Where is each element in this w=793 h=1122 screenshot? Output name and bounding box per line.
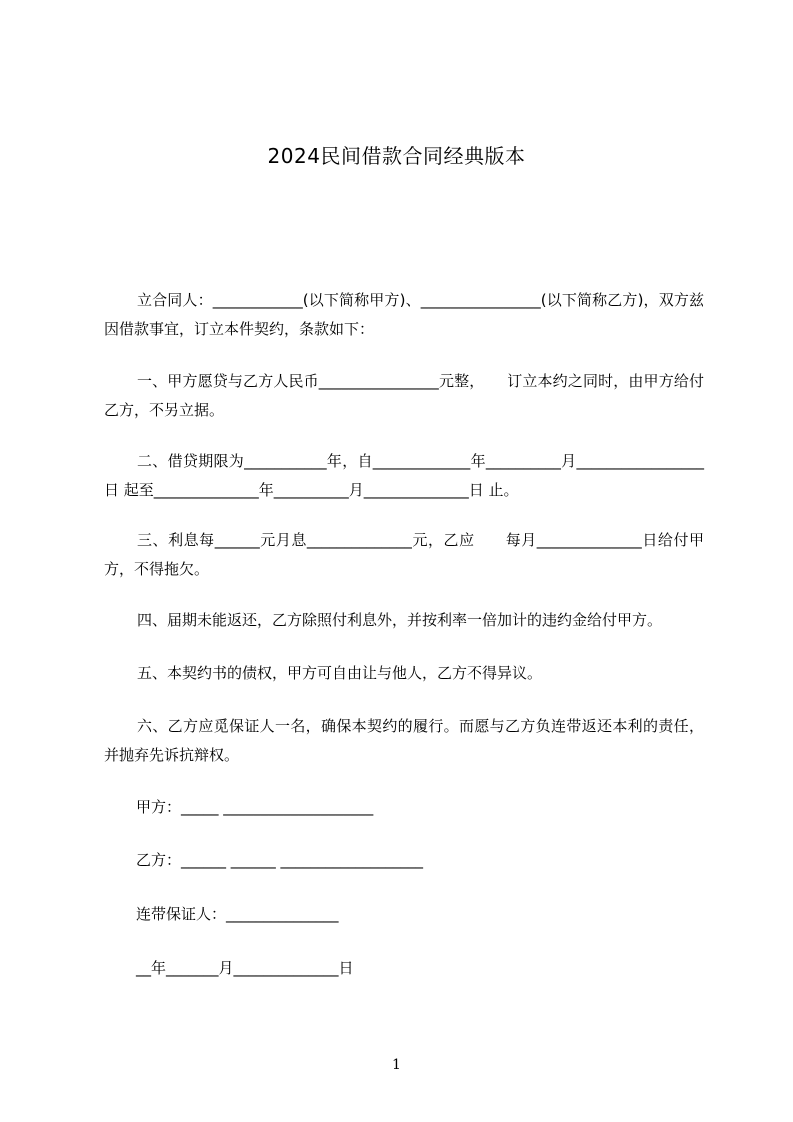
parties-intro: 立合同人：____________(以下简称甲方)、________________(以下简称乙方)，双方兹因借款事宜，订立本件契约，条款如下：	[104, 291, 704, 338]
clause-3: 三、利息每______元月息______________元，乙应 每月______________日给付甲方，不得拖欠。	[104, 531, 704, 578]
signature-party-a: 甲方：_____ ____________________	[136, 798, 374, 816]
document-title: 2024民间借款合同经典版本	[267, 144, 526, 168]
signature-guarantor: 连带保证人：_______________	[136, 905, 339, 923]
clause-6: 六、乙方应觅保证人一名，确保本契约的履行。而愿与乙方负连带返还本利的责任，并抛弃先诉抗辩权。	[104, 717, 704, 764]
clause-1: 一、甲方愿贷与乙方人民币________________元整， 订立本约之同时，由甲方给付乙方，不另立据。	[104, 372, 704, 419]
clause-2: 二、借贷期限为___________年，自_____________年__________月_________________日 起至______________年__________月______________日 止。	[104, 452, 704, 499]
clause-5: 五、本契约书的债权，甲方可自由让与他人，乙方不得异议。	[137, 664, 543, 682]
page-number: 1	[392, 1057, 401, 1073]
clause-4: 四、届期未能返还，乙方除照付利息外，并按利率一倍加计的违约金给付甲方。	[137, 611, 663, 629]
signature-date: __年_______月______________日	[136, 959, 354, 977]
signature-party-b: 乙方：______ ______ ___________________	[136, 851, 424, 869]
